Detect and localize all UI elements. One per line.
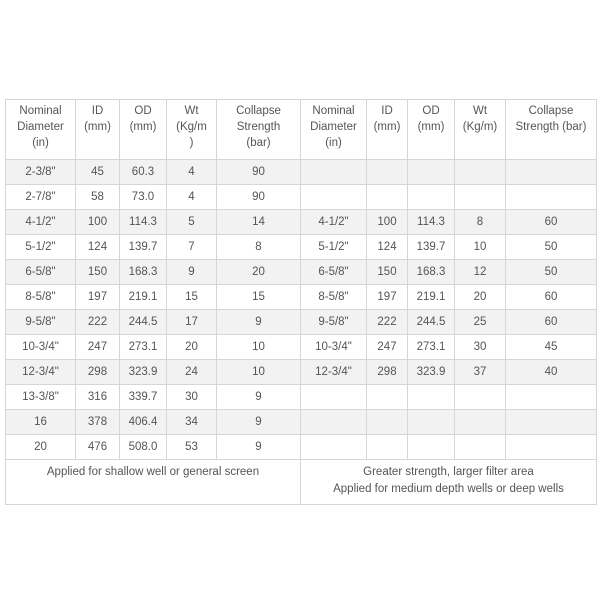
table-cell: 73.0 [120,185,167,210]
table-cell: 10-3/4" [6,335,76,360]
table-cell: 10 [455,235,506,260]
table-cell: 139.7 [408,235,455,260]
table-cell: 30 [167,385,217,410]
header-weight: Wt (Kg/m ) [167,100,217,160]
table-cell: 8 [217,235,301,260]
table-cell: 508.0 [120,435,167,460]
table-cell: 124 [367,235,408,260]
table-cell [506,160,597,185]
table-cell: 298 [367,360,408,385]
table-cell: 10 [217,335,301,360]
table-cell: 124 [76,235,120,260]
table-cell [408,160,455,185]
table-cell: 20 [6,435,76,460]
header-collapse-strength: Collapse Strength (bar) [217,100,301,160]
table-cell [455,160,506,185]
table-row [6,160,597,185]
table-cell: 60 [506,210,597,235]
table-cell: 37 [455,360,506,385]
table-cell: 476 [76,435,120,460]
table-cell: 20 [217,260,301,285]
table-cell: 15 [167,285,217,310]
table-cell: 168.3 [408,260,455,285]
table-cell: 247 [367,335,408,360]
table-cell: 4 [167,185,217,210]
table-cell: 7 [167,235,217,260]
table-cell: 9 [217,435,301,460]
table-cell: 244.5 [408,310,455,335]
header-row [6,100,597,160]
footer-row [6,460,597,505]
table-cell [506,410,597,435]
table-cell: 40 [506,360,597,385]
table-row [6,260,597,285]
table-cell: 150 [76,260,120,285]
table-cell: 323.9 [120,360,167,385]
table-cell: 5-1/2" [6,235,76,260]
table-row [6,410,597,435]
table-cell [367,435,408,460]
table-cell: 60.3 [120,160,167,185]
table-cell: 316 [76,385,120,410]
table-cell: 114.3 [408,210,455,235]
header-weight: Wt (Kg/m) [455,100,506,160]
table-cell: 60 [506,285,597,310]
table-cell: 222 [367,310,408,335]
table-cell: 24 [167,360,217,385]
table-cell: 45 [506,335,597,360]
table-cell [455,435,506,460]
table-cell: 12-3/4" [6,360,76,385]
table-cell: 273.1 [120,335,167,360]
table-cell: 298 [76,360,120,385]
table-cell [455,385,506,410]
table-cell: 9 [217,385,301,410]
table-cell: 34 [167,410,217,435]
table-cell [367,185,408,210]
table-cell: 50 [506,235,597,260]
table-cell: 168.3 [120,260,167,285]
table-cell [301,160,367,185]
table-cell: 219.1 [120,285,167,310]
table-cell: 197 [367,285,408,310]
table-cell: 8-5/8" [6,285,76,310]
table-cell: 6-5/8" [301,260,367,285]
table-row [6,285,597,310]
table-cell: 222 [76,310,120,335]
table-cell: 323.9 [408,360,455,385]
table-cell: 9 [217,410,301,435]
table-cell: 4-1/2" [6,210,76,235]
table-row [6,310,597,335]
footer-right-line1: Greater strength, larger filter area [363,466,534,478]
well-screen-spec-table [5,99,597,505]
table-cell: 273.1 [408,335,455,360]
table-cell: 197 [76,285,120,310]
table-cell: 45 [76,160,120,185]
table-cell [367,410,408,435]
table-cell: 139.7 [120,235,167,260]
table-cell: 2-7/8" [6,185,76,210]
table-cell [506,435,597,460]
table-cell: 4-1/2" [301,210,367,235]
table-cell: 25 [455,310,506,335]
table-cell [408,410,455,435]
table-cell: 20 [167,335,217,360]
table-cell: 12-3/4" [301,360,367,385]
table-cell [301,185,367,210]
table-cell: 150 [367,260,408,285]
table-cell: 14 [217,210,301,235]
table-cell: 15 [217,285,301,310]
table-cell: 58 [76,185,120,210]
table-cell [367,160,408,185]
table-cell: 30 [455,335,506,360]
table-cell: 9-5/8" [301,310,367,335]
table-row [6,335,597,360]
table-cell: 219.1 [408,285,455,310]
table-cell: 5 [167,210,217,235]
table-cell: 60 [506,310,597,335]
table-cell: 100 [76,210,120,235]
table-cell: 16 [6,410,76,435]
table-cell [301,410,367,435]
table-cell [455,410,506,435]
table-cell [408,435,455,460]
footer-right-line2: Applied for medium depth wells or deep wells [333,483,564,495]
table-cell [506,385,597,410]
table-cell: 378 [76,410,120,435]
table-cell: 100 [367,210,408,235]
table-cell: 5-1/2" [301,235,367,260]
header-nominal-diameter: Nominal Diameter (in) [301,100,367,160]
table-cell [301,385,367,410]
header-id: ID (mm) [367,100,408,160]
table-cell: 50 [506,260,597,285]
table-cell: 10 [217,360,301,385]
table-cell: 406.4 [120,410,167,435]
header-id: ID (mm) [76,100,120,160]
table-cell [408,185,455,210]
header-collapse-strength: Collapse Strength (bar) [506,100,597,160]
table-row [6,435,597,460]
table-cell: 10-3/4" [301,335,367,360]
table-row [6,360,597,385]
table-cell [506,185,597,210]
table-cell: 53 [167,435,217,460]
table-row [6,385,597,410]
table-cell: 90 [217,160,301,185]
table-cell: 13-3/8" [6,385,76,410]
table-cell: 4 [167,160,217,185]
table-cell: 20 [455,285,506,310]
table-cell [367,385,408,410]
table-cell: 6-5/8" [6,260,76,285]
table-cell: 8-5/8" [301,285,367,310]
table-cell: 9 [217,310,301,335]
table-cell: 90 [217,185,301,210]
header-od: OD (mm) [408,100,455,160]
table-cell: 8 [455,210,506,235]
table-row [6,210,597,235]
header-od: OD (mm) [120,100,167,160]
table-cell: 17 [167,310,217,335]
table-cell: 12 [455,260,506,285]
table-cell [455,185,506,210]
table-cell: 9 [167,260,217,285]
table-cell: 2-3/8" [6,160,76,185]
table-cell: 339.7 [120,385,167,410]
table-row [6,185,597,210]
header-nominal-diameter: Nominal Diameter (in) [6,100,76,160]
table-cell: 114.3 [120,210,167,235]
table-cell [301,435,367,460]
footer-left-text: Applied for shallow well or general screen [46,466,260,478]
table-cell [408,385,455,410]
table-cell: 244.5 [120,310,167,335]
footer-note-right [301,460,597,505]
table-row [6,235,597,260]
table-cell: 247 [76,335,120,360]
table-cell: 9-5/8" [6,310,76,335]
footer-note-left [6,460,301,505]
